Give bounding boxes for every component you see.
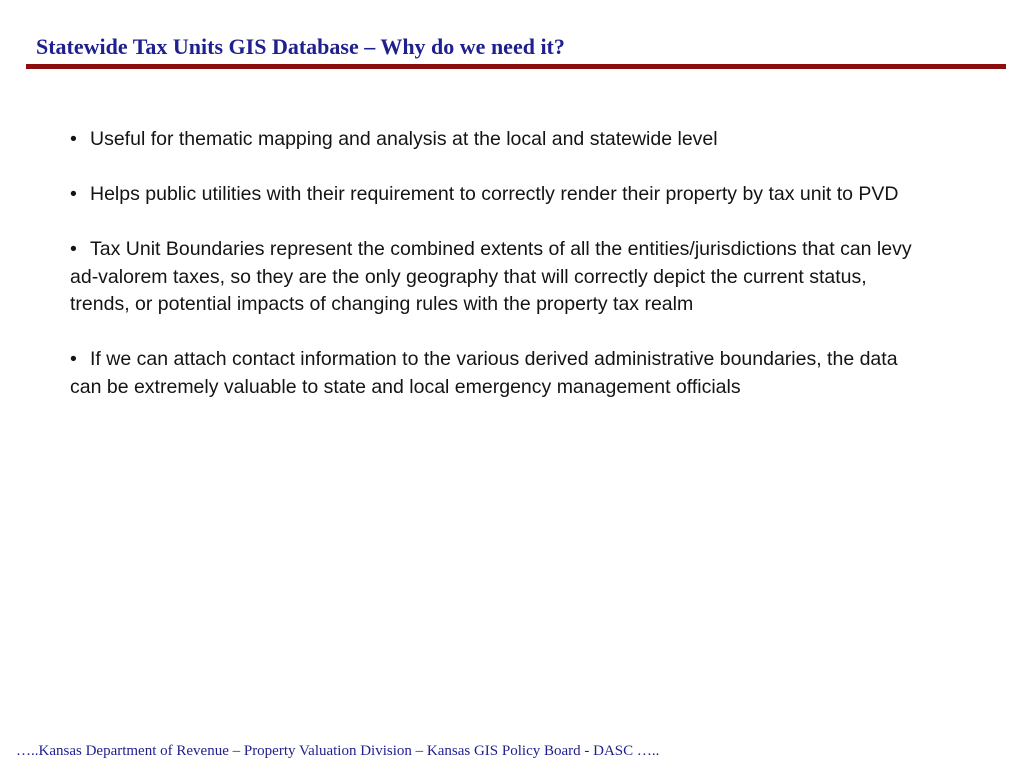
bullet-list bbox=[70, 126, 930, 429]
bullet-marker: • bbox=[70, 183, 77, 205]
bullet-item-4 bbox=[70, 346, 930, 401]
bullet-marker: • bbox=[70, 128, 77, 150]
slide-footer: …..Kansas Department of Revenue – Property Valuation Division – Kansas GIS Policy Board - DASC ….. bbox=[16, 743, 660, 759]
bullet-text: Useful for thematic mapping and analysis at the local and statewide level bbox=[90, 128, 718, 150]
bullet-item-3 bbox=[70, 236, 930, 319]
bullet-text: Helps public utilities with their requirement to correctly render their property by tax unit to PVD bbox=[90, 183, 899, 205]
bullet-text: Tax Unit Boundaries represent the combined extents of all the entities/jurisdictions that can levy ad-valorem taxes, so they are the only geography that will correctly depict the current status, trends, or potential impacts of changing rules with the property tax realm bbox=[70, 238, 912, 315]
bullet-text: If we can attach contact information to the various derived administrative boundaries, the data can be extremely valuable to state and local emergency management officials bbox=[70, 348, 898, 398]
bullet-marker: • bbox=[70, 238, 77, 260]
bullet-item-2 bbox=[70, 181, 930, 209]
bullet-item-1 bbox=[70, 126, 930, 154]
title-divider bbox=[26, 64, 1006, 69]
slide-title: Statewide Tax Units GIS Database – Why do we need it? bbox=[36, 34, 565, 59]
bullet-marker: • bbox=[70, 348, 77, 370]
